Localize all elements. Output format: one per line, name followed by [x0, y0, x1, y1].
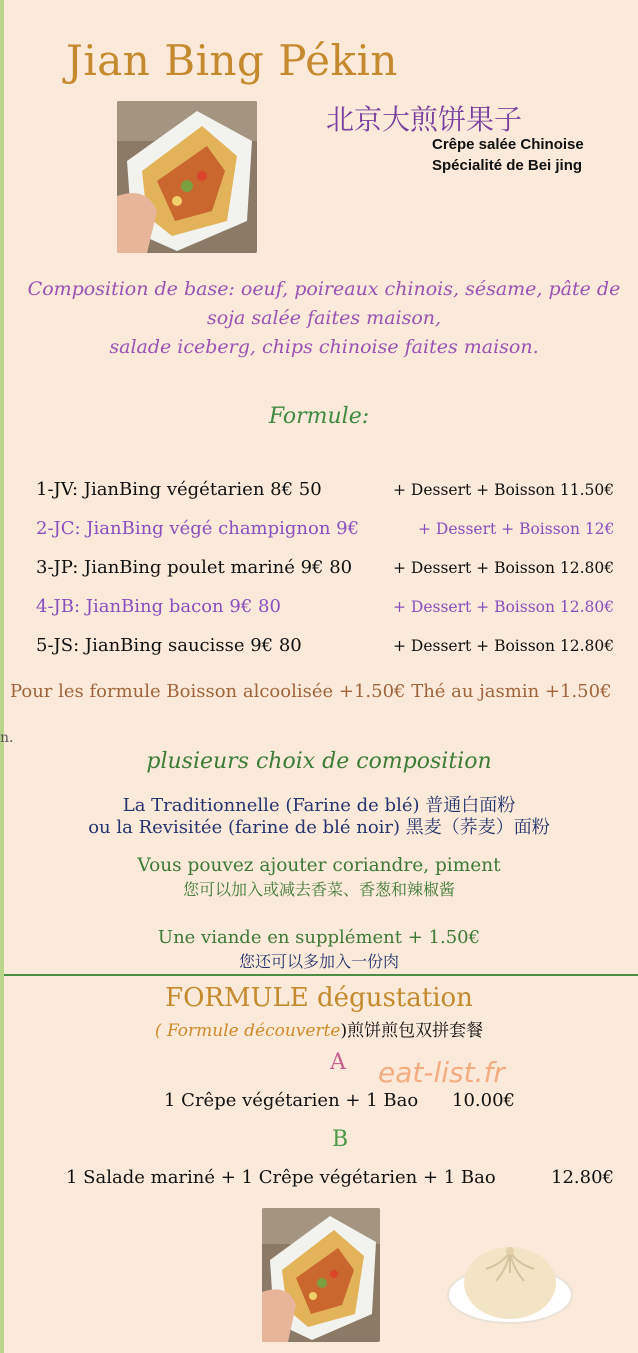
- crepe-photo: [117, 101, 257, 253]
- menu-item-formula: + Dessert + Boisson 11.50€: [393, 481, 615, 499]
- composition-text: [10, 275, 638, 362]
- meat-supplement-cn: 您还可以多加入一份肉: [238, 952, 399, 971]
- composition-line-2: soja salée faites maison,: [206, 307, 442, 329]
- menu-item-formula: + Dessert + Boisson 12€: [418, 520, 615, 538]
- menu-item-formula: + Dessert + Boisson 12.80€: [393, 598, 615, 616]
- stray-mark: n.: [0, 730, 14, 746]
- formule-heading: Formule:: [268, 404, 370, 429]
- composition-line-1: Composition de base: oeuf, poireaux chinois, sésame, pâte de: [27, 278, 621, 300]
- subtitle-crepe: Crêpe salée Chinoise: [432, 136, 584, 153]
- watermark: eat-list.fr: [378, 1056, 505, 1089]
- composition-line-3: salade iceberg, chips chinoise faites maison.: [109, 336, 539, 358]
- section-divider: [4, 974, 638, 976]
- degustation-heading: FORMULE dégustation: [165, 983, 473, 1013]
- traditional-option: La Traditionnelle (Farine de blé) 普通白面粉: [122, 795, 516, 816]
- crepe-photo-bottom: [262, 1208, 380, 1342]
- menu-item-label: 3-JP: JianBing poulet mariné 9€ 80: [36, 557, 353, 578]
- bao-bun-image: [446, 1233, 574, 1325]
- menu-item-label: 1-JV: JianBing végétarien 8€ 50: [36, 479, 322, 500]
- menu-item-formula: + Dessert + Boisson 12.80€: [393, 559, 615, 577]
- menu-item-formula: + Dessert + Boisson 12.80€: [393, 637, 615, 655]
- chinese-title: 北京大煎饼果子: [326, 103, 523, 136]
- left-accent-bar: [0, 0, 4, 1353]
- add-ingredients-fr: Vous pouvez ajouter coriandre, piment: [137, 855, 501, 876]
- menu-item-label: 4-JB: JianBing bacon 9€ 80: [36, 596, 281, 617]
- meat-supplement-fr: Une viande en supplément + 1.50€: [157, 927, 481, 948]
- revisited-option: ou la Revisitée (farine de blé noir) 黑麦（荞麦）面粉: [88, 817, 550, 838]
- offer-b-price: 12.80€: [551, 1167, 614, 1188]
- offer-letter-b: B: [332, 1127, 349, 1152]
- degustation-subtitle: [0, 1016, 638, 1041]
- subtitle-open-paren: (: [154, 1021, 167, 1041]
- choices-heading: plusieurs choix de composition: [146, 749, 492, 774]
- formule-supplement-note: Pour les formule Boisson alcoolisée +1.50€ Thé au jasmin +1.50€: [10, 681, 612, 702]
- offer-b-label: 1 Salade mariné + 1 Crêpe végétarien + 1 Bao: [66, 1167, 496, 1188]
- add-ingredients-cn: 您可以加入或减去香菜、香葱和辣椒酱: [182, 880, 455, 899]
- offer-a: [164, 1090, 515, 1111]
- offer-a-price: 10.00€: [452, 1090, 515, 1111]
- subtitle-specialite: Spécialité de Bei jing: [432, 157, 583, 174]
- offer-a-label: 1 Crêpe végétarien + 1 Bao: [164, 1090, 419, 1111]
- menu-item-label: 2-JC: JianBing végé champignon 9€: [36, 518, 360, 539]
- subtitle-chinese: )煎饼煎包双拼套餐: [340, 1021, 484, 1041]
- offer-b: [66, 1167, 614, 1188]
- offer-letter-a: A: [330, 1050, 346, 1075]
- menu-item-label: 5-JS: JianBing saucisse 9€ 80: [36, 635, 302, 656]
- formule-decouverte: Formule découverte: [166, 1021, 341, 1041]
- page-title: Jian Bing Pékin: [66, 36, 398, 85]
